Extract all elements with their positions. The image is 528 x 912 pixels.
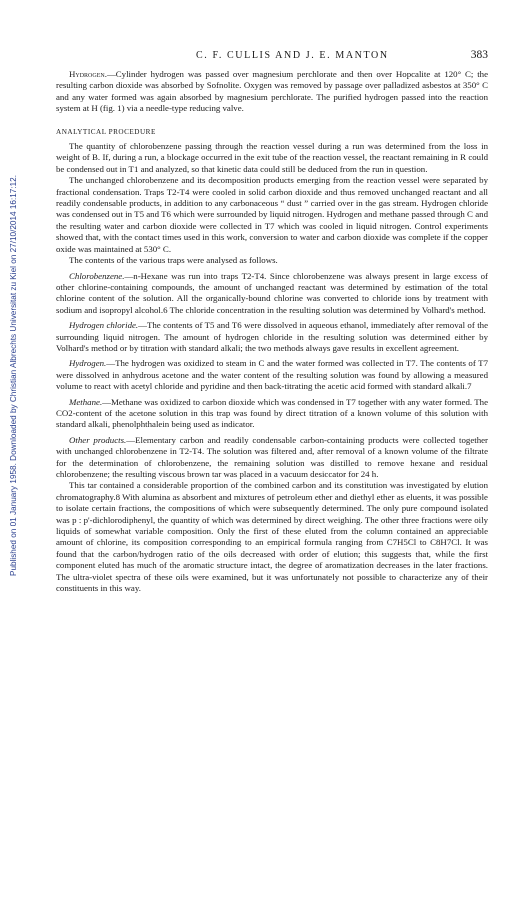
run-in-heading-methane: Methane. (69, 396, 103, 407)
body-text (56, 69, 488, 594)
paragraph-text: —The contents of T5 and T6 were dissolved in aqueous ethanol, immediately after removal of the surrounding liquid nitrogen. The amount of hydrogen chloride in the resulting solution was determined either by Volhard's method or by titration with standard alkali; the two methods always gave results in excellent agreement. (56, 320, 489, 353)
page-number: 383 (470, 49, 488, 61)
run-in-heading-hydrogen-analysis: Hydrogen. (69, 358, 107, 369)
run-in-heading-chlorobenzene: Chlorobenzene. (69, 270, 125, 281)
paragraph-text: —Methane was oxidized to carbon dioxide which was condensed in T7 together with any water formed. The CO2-content of the acetone solution in this trap was found by direct titration of a known volume of this solution with standard alkali, phenolphthalein being used as indicator. (56, 396, 488, 430)
run-in-heading-other-products: Other products. (69, 434, 127, 445)
paragraph-hydrogen-analysis (56, 358, 488, 392)
paragraph-chlorobenzene (56, 271, 488, 317)
paragraph-hydrogen-purification (56, 69, 488, 115)
paragraph-text: —Cylinder hydrogen was passed over magnesium perchlorate and then over Hopcalite at 120° C; the resulting carbon dioxide was absorbed by Sofnolite. Oxygen was removed by passage over palladized asbestos at 350° C and any water formed was again absorbed by magnesium perchlorate. The purified hydrogen passed into the reaction system at H (fig. 1) via a needle-type reducing valve. (56, 69, 488, 114)
paragraph-hydrogen-chloride (56, 320, 488, 354)
paragraph-tar: This tar contained a considerable proportion of the combined carbon and its constitution was investigated by elution chromatography.8 With alumina as absorbent and mixtures of petroleum ether and diethyl ether as eluents, it was possible to isolate certain fractions, the compositions of which were subsequently determined. The only pure compound isolated was p : p'-dichlorodiphenyl, the quantity of which was determined by direct weighing. The other three fractions were oily liquids of somewhat variable composition. Only the first of these eluted from the column contained an appreciable amount of chlorine, its composition corresponding to an empirical formula ranging from C7H5Cl to C8H7Cl. It was found that the carbon/hydrogen ratio of the oils decreased with order of elution; this suggests that, while the first component eluted has much of the aromatic structure intact, the degree of aromatization decreases in the later fractions. The ultra-violet spectra of these oils were examined, but it was unfortunately not possible to characterize any of their constituents in this way. (56, 480, 488, 594)
run-in-heading-hydrogen-chloride: Hydrogen chloride. (69, 320, 139, 331)
paragraph-text: —Elementary carbon and readily condensable carbon-containing products were collected together with unchanged chlorobenzene in T2-T4. The solution was filtered and, after removal of a known volume of the filtrate for the determination of chlorobenzene, the remaining solution was distilled to remove hexane and residual chlorobenzene; the resulting viscous brown tar was placed in a vacuum desiccator for 24 h. (56, 434, 488, 479)
paragraph-quantity: The quantity of chlorobenzene passing through the reaction vessel during a run was determined from the loss in weight of B. If, during a run, a blockage occurred in the exit tube of the reaction vessel, the reactant remaining in R could be condensed out in T1 and analyzed, so that kinetic data could still be deduced from the run in question. (56, 141, 488, 174)
paragraph-contents: The contents of the various traps were analysed as follows. (69, 255, 278, 266)
paragraph-text: —n-Hexane was run into traps T2-T4. Since chlorobenzene was always present in large excess of other chlorine-containing compounds, the amount of unchanged reactant was determined by estimation of the total chlorine content of the solution. All the organically-bound chlorine was converted to chloride ions by treatment with sodium and isopropyl alcohol.6 The chloride concentration in the resulting solution was determined by Volhard's method. (56, 270, 488, 315)
section-heading: ANALYTICAL PROCEDURE (56, 127, 156, 136)
paragraph-text: —The hydrogen was oxidized to steam in C and the water formed was collected in T7. The contents of T7 were dissolved in anhydrous acetone and the water content of the resulting solution was found by allowing a measured volume to react with acetyl chloride and pyridine and then back-titrating the acetic acid formed with standard alkali.7 (56, 358, 488, 392)
page-header (56, 50, 488, 66)
paragraph-separation: The unchanged chlorobenzene and its decomposition products emerging from the reaction vessel were separated by fractional condensation. Traps T2-T4 were cooled in solid carbon dioxide and thus removed unchanged reactant and all readily condensable products, in addition to any carbonaceous “ dust ” carried over in the gas stream. Hydrogen chloride was condensed out in T5 and T6 which were surrounded by liquid nitrogen. Hydrogen and methane passed through C and the resulting water and carbon dioxide were collected in T7 which was cooled in liquid nitrogen. Control experiments showed that, with the contact times used in this work, conversion to water and carbon dioxide was complete if the copper oxide was maintained at 530° C. (56, 175, 488, 254)
run-in-heading-hydrogen: Hydrogen. (69, 69, 107, 79)
publication-sidebar (9, 96, 23, 576)
paragraph-methane (56, 397, 488, 431)
publication-note: Published on 01 January 1958. Downloaded by Christian Albrechts Universitat zu Kiel on 27/10/2014 16:17:12. (9, 175, 18, 576)
paragraph-other-products (56, 435, 488, 481)
running-head: C. F. CULLIS AND J. E. MANTON (196, 50, 389, 61)
